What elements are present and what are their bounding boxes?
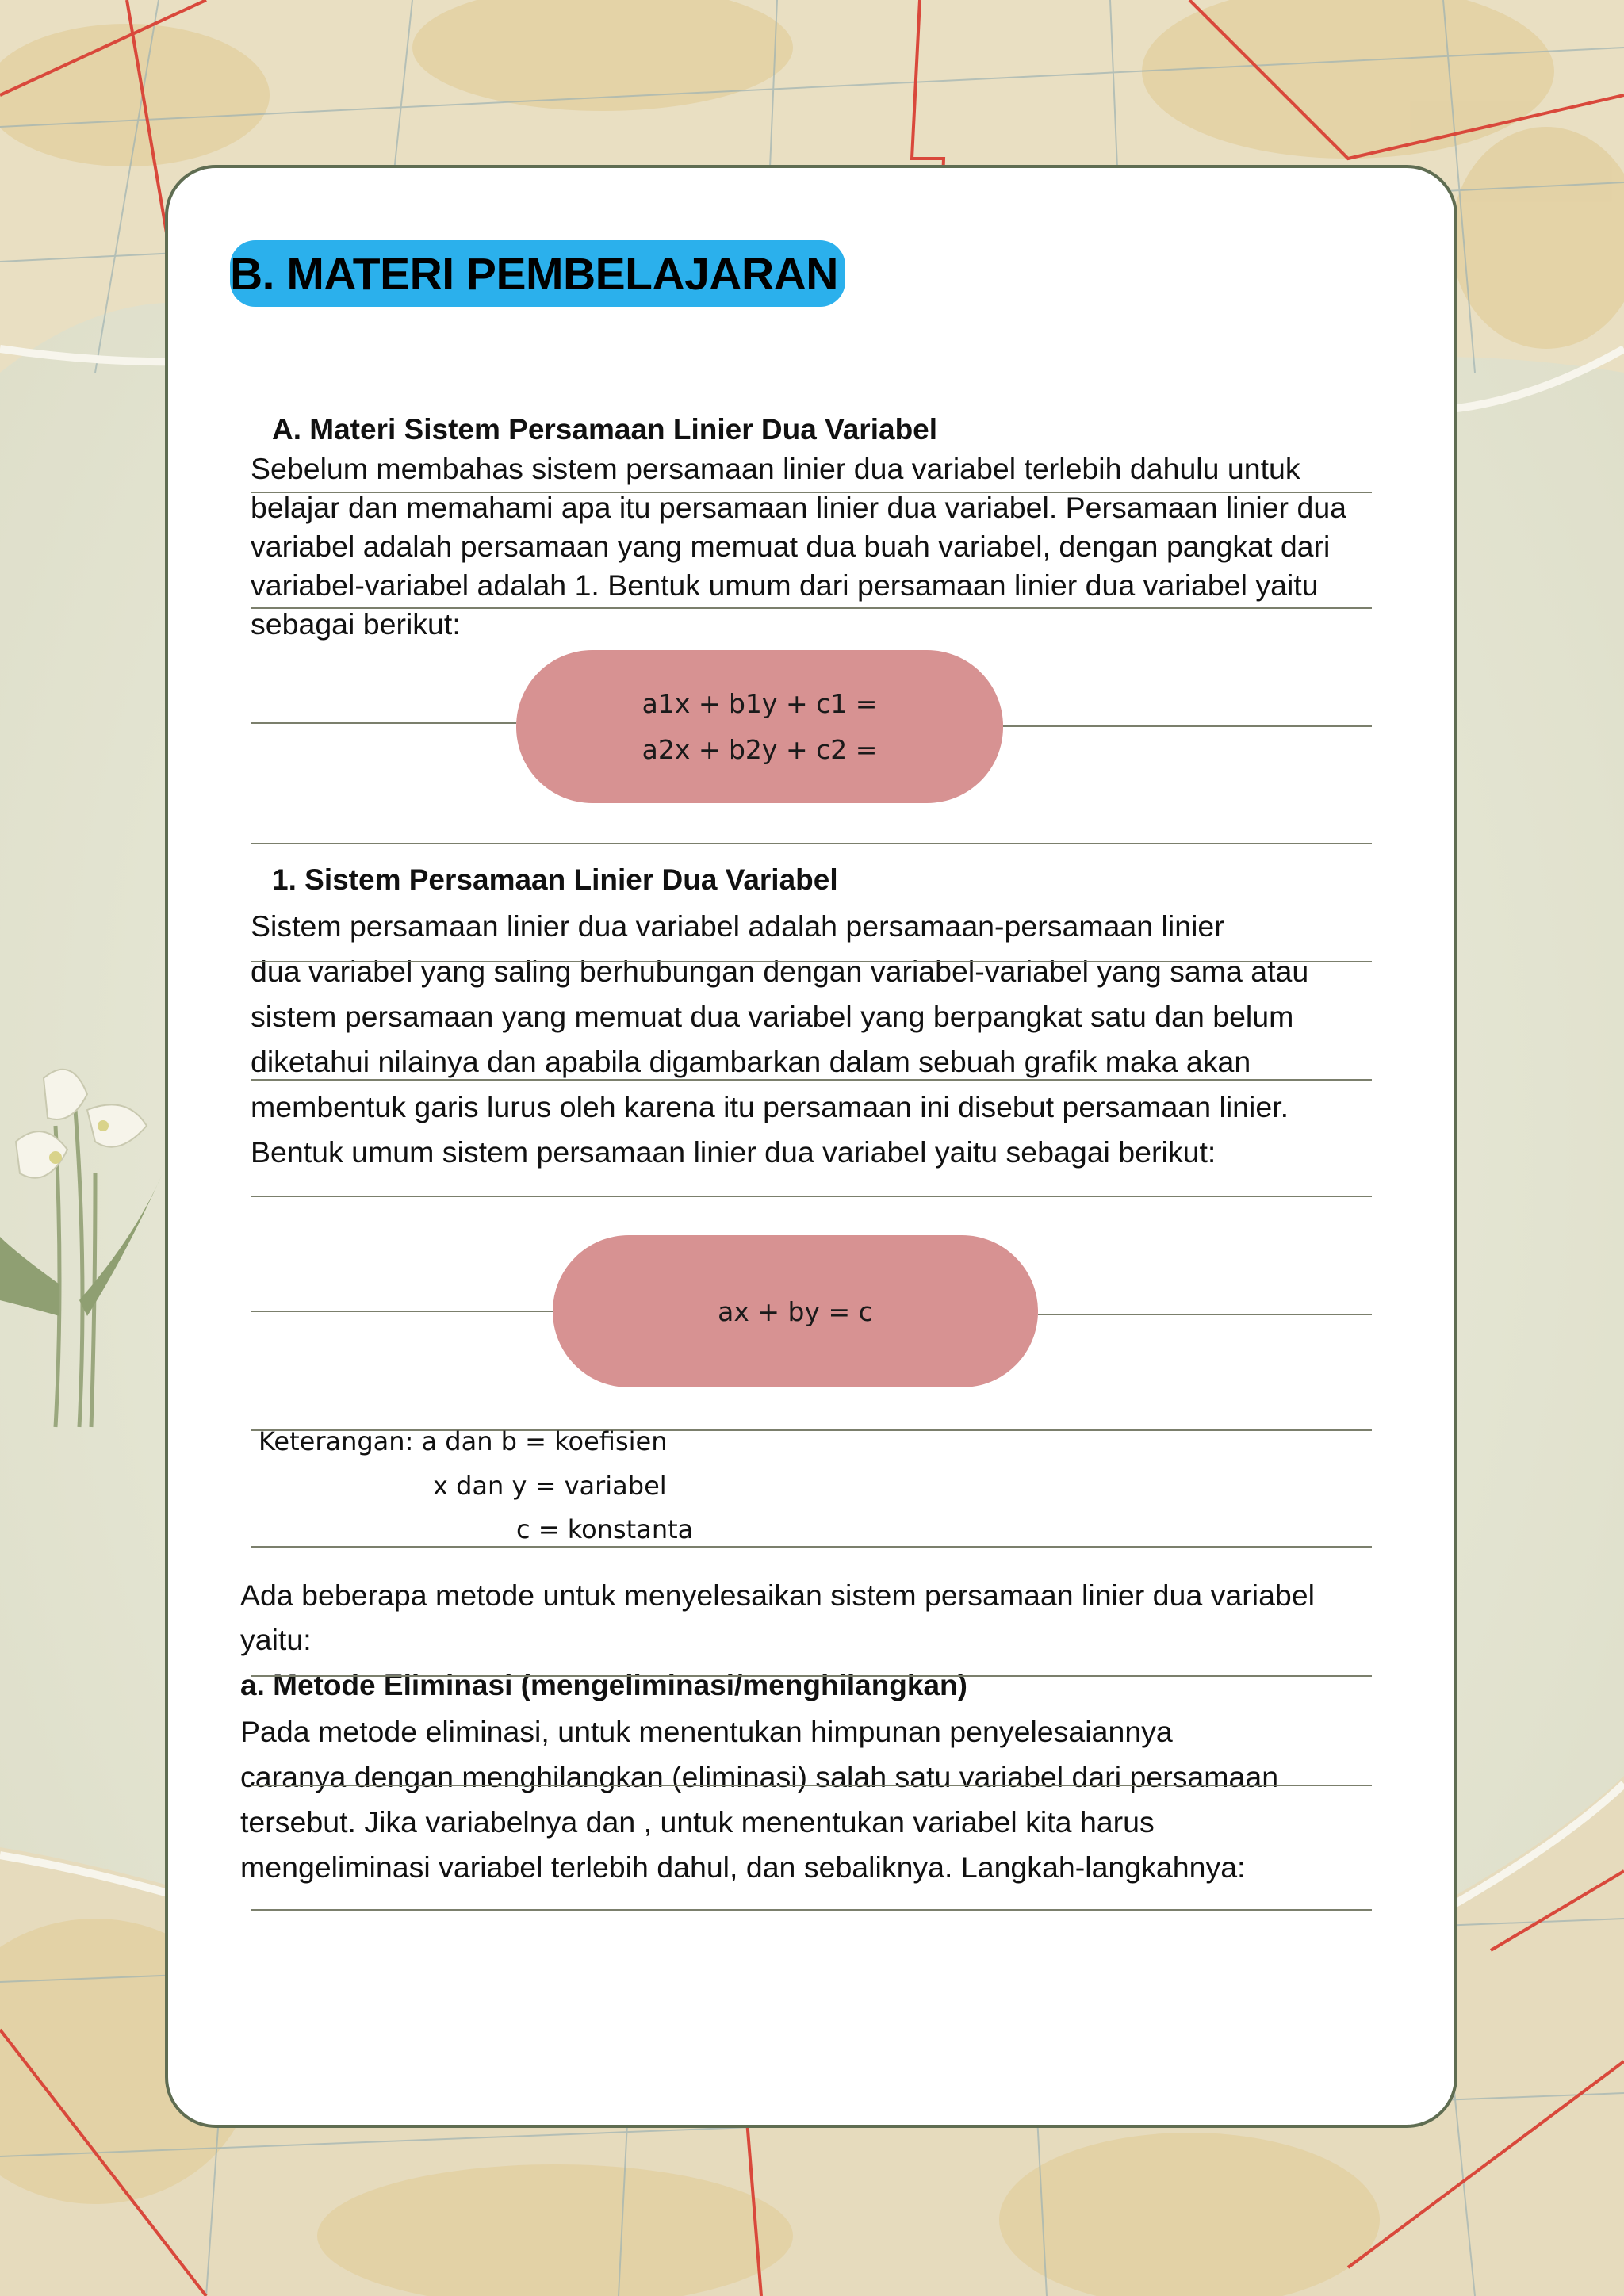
paragraph-line: caranya dengan menghilangkan (eliminasi) salah satu variabel dari persamaan <box>240 1760 1279 1793</box>
subsection-a-label: A. <box>272 413 301 446</box>
section-title: B. MATERI PEMBELAJARAN <box>230 249 838 300</box>
paragraph-line: sebagai berikut: <box>251 607 461 641</box>
formula-box-system <box>553 1235 1038 1387</box>
paragraph-line: membentuk garis lurus oleh karena itu persamaan ini disebut persamaan linier. <box>251 1090 1289 1123</box>
ruled-line <box>251 843 1372 844</box>
ruled-line <box>251 1675 1372 1677</box>
ruled-line <box>251 1196 1372 1197</box>
subsection-a-heading <box>272 412 937 447</box>
paragraph-line: sistem persamaan yang memuat dua variabel yang berpangkat satu dan belum <box>251 1000 1294 1033</box>
paragraph-line: Bentuk umum sistem persamaan linier dua variabel yaitu sebagai berikut: <box>251 1135 1216 1169</box>
keterangan-line-3: c = konstanta <box>516 1514 694 1544</box>
paragraph-line: Sistem persamaan linier dua variabel adalah persamaan-persamaan linier <box>251 909 1224 943</box>
paragraph-line: dua variabel yang saling berhubungan dengan variabel-variabel yang sama atau <box>251 955 1309 988</box>
paragraph-line: Ada beberapa metode untuk menyelesaikan sistem persamaan linier dua variabel <box>240 1578 1315 1612</box>
ruled-line <box>251 1909 1372 1911</box>
paragraph-line: tersebut. Jika variabelnya dan , untuk menentukan variabel kita harus <box>240 1805 1155 1839</box>
ruled-line <box>251 961 1372 962</box>
subsection-1-title: Sistem Persamaan Linier Dua Variabel <box>304 863 838 896</box>
ruled-line <box>251 1546 1372 1548</box>
paragraph-line: variabel adalah persamaan yang memuat dua buah variabel, dengan pangkat dari <box>251 530 1331 563</box>
ruled-line <box>251 722 516 724</box>
paragraph-line: mengeliminasi variabel terlebih dahul, dan sebaliknya. Langkah-langkahnya: <box>240 1850 1246 1884</box>
subsection-a-title: Materi Sistem Persamaan Linier Dua Variabel <box>309 413 938 446</box>
method-a-paragraph <box>240 1709 1278 1890</box>
paragraph-line: Sebelum membahas sistem persamaan linier dua variabel terlebih dahulu untuk <box>251 452 1300 485</box>
paragraph-line: belajar dan memahami apa itu persamaan linier dua variabel. Persamaan linier dua <box>251 491 1347 524</box>
subsection-a-paragraph <box>251 450 1346 644</box>
formula-line: a1x + b1y + c1 = <box>642 687 878 719</box>
ruled-line <box>251 607 1372 609</box>
ruled-line <box>1038 1314 1372 1315</box>
formula-line: ax + by = c <box>718 1295 873 1327</box>
subsection-1-paragraph <box>251 904 1308 1175</box>
method-a-title: a. Metode Eliminasi (mengeliminasi/menghilangkan) <box>240 1669 967 1701</box>
paragraph-line: yaitu: <box>240 1623 312 1656</box>
subsection-1-label: 1. <box>272 863 297 896</box>
ruled-line <box>251 1311 553 1312</box>
keterangan-line-2: x dan y = variabel <box>433 1471 667 1501</box>
formula-line: a2x + b2y + c2 = <box>642 733 878 765</box>
ruled-line <box>251 492 1372 493</box>
ruled-line <box>251 1785 1372 1786</box>
paragraph-line: variabel-variabel adalah 1. Bentuk umum dari persamaan linier dua variabel yaitu <box>251 568 1319 602</box>
ruled-line <box>251 1079 1372 1081</box>
keterangan-line-1: Keterangan: a dan b = koefisien <box>259 1426 668 1456</box>
methods-intro <box>240 1573 1315 1662</box>
paragraph-line: diketahui nilainya dan apabila digambarkan dalam sebuah grafik maka akan <box>251 1045 1251 1078</box>
paragraph-line: Pada metode eliminasi, untuk menentukan himpunan penyelesaiannya <box>240 1715 1173 1748</box>
formula-box-general <box>516 650 1003 803</box>
subsection-1-heading <box>272 863 838 897</box>
ruled-line <box>1003 725 1372 727</box>
